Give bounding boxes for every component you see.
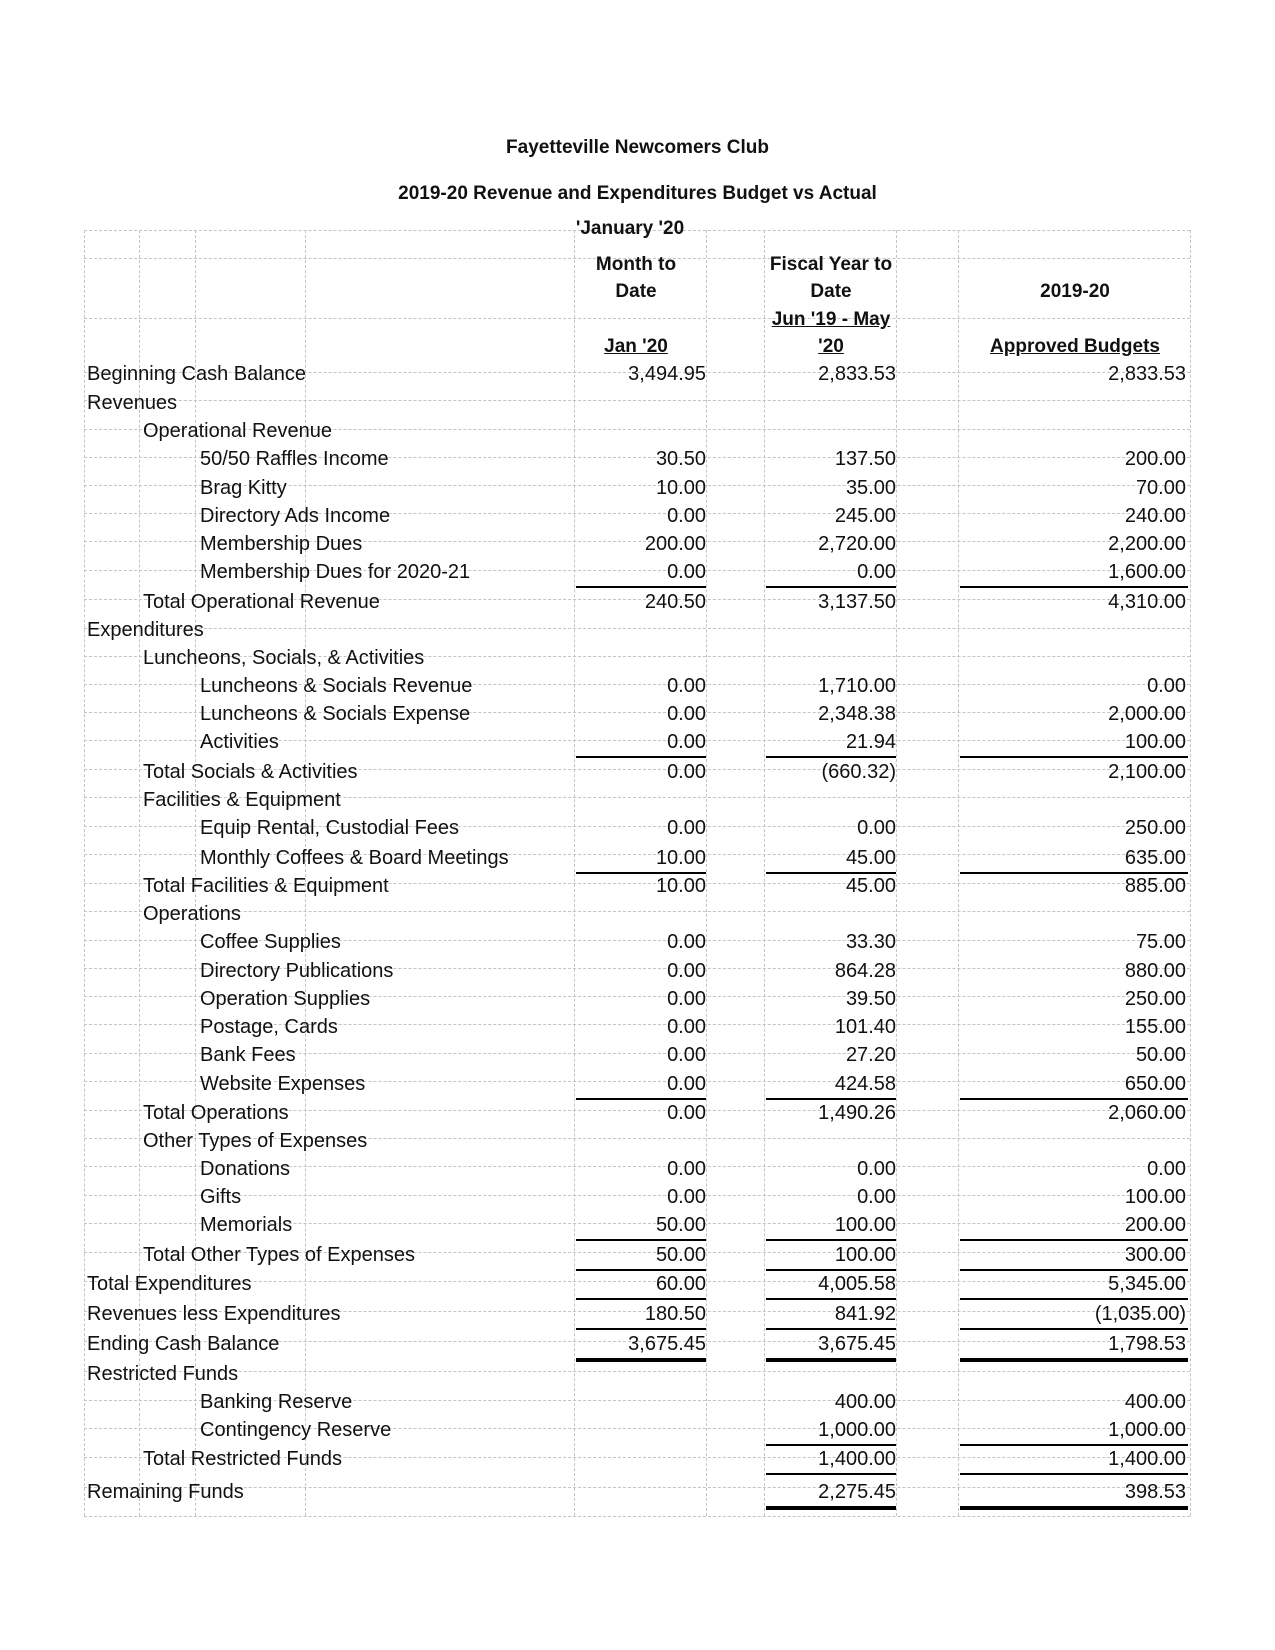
month-to-date-value: 0.00: [667, 561, 706, 583]
fiscal-year-to-date-value: 137.50: [834, 448, 896, 470]
approved-budget-value: 0.00: [1147, 675, 1186, 697]
col1-subheader: Jan '20: [604, 336, 668, 357]
approved-budget-value: 400.00: [1124, 1391, 1186, 1413]
row-label: Remaining Funds: [87, 1481, 244, 1503]
fiscal-year-to-date-value: 33.30: [845, 931, 896, 953]
approved-budget-value: 100.00: [1124, 731, 1186, 753]
month-to-date-value: 0.00: [667, 1186, 706, 1208]
fiscal-year-to-date-value: 100.00: [834, 1214, 896, 1236]
fiscal-year-to-date-value: 841.92: [834, 1303, 896, 1325]
row-label: Restricted Funds: [87, 1363, 239, 1385]
approved-budget-value: 1,000.00: [1108, 1419, 1186, 1441]
approved-budget-value: 885.00: [1124, 875, 1186, 897]
row-label: Activities: [200, 731, 279, 753]
total-underline: [960, 872, 1188, 874]
total-underline: [960, 756, 1188, 758]
col2-header-line1: Fiscal Year to: [769, 254, 893, 275]
row-label: Ending Cash Balance: [87, 1333, 280, 1355]
total-underline: [576, 872, 706, 874]
fiscal-year-to-date-value: 35.00: [845, 477, 896, 499]
approved-budget-value: 398.53: [1124, 1481, 1186, 1503]
month-to-date-value: 0.00: [667, 505, 706, 527]
total-underline: [766, 1358, 896, 1362]
total-underline: [960, 1098, 1188, 1100]
approved-budget-value: 2,000.00: [1108, 703, 1186, 725]
row-label: Total Other Types of Expenses: [143, 1244, 416, 1266]
total-underline: [766, 756, 896, 758]
col1-header-line2: Date: [615, 281, 657, 302]
fiscal-year-to-date-value: 1,710.00: [818, 675, 896, 697]
total-underline: [576, 1098, 706, 1100]
row-label: Revenues: [87, 392, 178, 414]
approved-budget-value: 1,600.00: [1108, 561, 1186, 583]
total-underline: [576, 756, 706, 758]
row-label: Luncheons & Socials Revenue: [200, 675, 473, 697]
row-label: Website Expenses: [200, 1073, 366, 1095]
fiscal-year-to-date-value: 21.94: [845, 731, 896, 753]
month-to-date-value: 0.00: [667, 817, 706, 839]
approved-budget-value: 650.00: [1124, 1073, 1186, 1095]
total-underline: [960, 1358, 1188, 1362]
col3-subheader: Approved Budgets: [990, 336, 1160, 357]
approved-budget-value: 250.00: [1124, 988, 1186, 1010]
fiscal-year-to-date-value: 4,005.58: [818, 1273, 896, 1295]
month-to-date-value: 240.50: [644, 591, 706, 613]
row-label: Operation Supplies: [200, 988, 371, 1010]
approved-budget-value: 75.00: [1135, 931, 1186, 953]
month-to-date-value: 0.00: [667, 988, 706, 1010]
grid-row-line: [84, 318, 1190, 319]
total-underline: [766, 1298, 896, 1300]
row-label: Facilities & Equipment: [143, 789, 341, 811]
fiscal-year-to-date-value: 1,490.26: [818, 1102, 896, 1124]
approved-budget-value: 0.00: [1147, 1158, 1186, 1180]
total-underline: [766, 1328, 896, 1330]
fiscal-year-to-date-value: 0.00: [857, 1186, 896, 1208]
total-underline: [960, 1444, 1188, 1446]
row-label: Membership Dues for 2020-21: [200, 561, 471, 583]
total-underline: [576, 1239, 706, 1241]
row-label: Contingency Reserve: [200, 1419, 392, 1441]
fiscal-year-to-date-value: 3,675.45: [818, 1333, 896, 1355]
row-label: Gifts: [200, 1186, 242, 1208]
month-to-date-value: 200.00: [644, 533, 706, 555]
grid-column-line: [706, 230, 707, 1516]
row-label: Total Restricted Funds: [143, 1448, 342, 1470]
approved-budget-value: 250.00: [1124, 817, 1186, 839]
month-label: 'January '20: [575, 218, 685, 239]
total-underline: [576, 1269, 706, 1271]
fiscal-year-to-date-value: (660.32): [821, 761, 896, 783]
fiscal-year-to-date-value: 400.00: [834, 1391, 896, 1413]
total-underline: [766, 872, 896, 874]
total-underline: [766, 586, 896, 588]
fiscal-year-to-date-value: 45.00: [845, 875, 896, 897]
col2-header-line2: Date: [810, 281, 852, 302]
total-underline: [576, 1328, 706, 1330]
approved-budget-value: 2,060.00: [1108, 1102, 1186, 1124]
row-label: Total Expenditures: [87, 1273, 252, 1295]
month-to-date-value: 180.50: [644, 1303, 706, 1325]
approved-budget-value: 50.00: [1135, 1044, 1186, 1066]
approved-budget-value: 155.00: [1124, 1016, 1186, 1038]
fiscal-year-to-date-value: 2,833.53: [818, 363, 896, 385]
row-label: Total Facilities & Equipment: [143, 875, 389, 897]
month-to-date-value: 10.00: [655, 477, 706, 499]
fiscal-year-to-date-value: 2,720.00: [818, 533, 896, 555]
row-label: Monthly Coffees & Board Meetings: [200, 847, 509, 869]
fiscal-year-to-date-value: 1,400.00: [818, 1448, 896, 1470]
approved-budget-value: 1,798.53: [1108, 1333, 1186, 1355]
approved-budget-value: 1,400.00: [1108, 1448, 1186, 1470]
total-underline: [960, 1239, 1188, 1241]
approved-budget-value: 880.00: [1124, 960, 1186, 982]
row-label: Banking Reserve: [200, 1391, 353, 1413]
total-underline: [576, 586, 706, 588]
fiscal-year-to-date-value: 100.00: [834, 1244, 896, 1266]
row-label: Postage, Cards: [200, 1016, 338, 1038]
approved-budget-value: 100.00: [1124, 1186, 1186, 1208]
col1-header-line1: Month to: [595, 254, 677, 275]
row-label: Equip Rental, Custodial Fees: [200, 817, 460, 839]
fiscal-year-to-date-value: 39.50: [845, 988, 896, 1010]
col2-subheader-line1: Jun '19 - May: [771, 309, 891, 330]
grid-row-line: [84, 400, 1190, 401]
row-label: Directory Publications: [200, 960, 394, 982]
approved-budget-value: 4,310.00: [1108, 591, 1186, 613]
fiscal-year-to-date-value: 2,348.38: [818, 703, 896, 725]
month-to-date-value: 50.00: [655, 1244, 706, 1266]
row-label: Expenditures: [87, 619, 204, 641]
month-to-date-value: 50.00: [655, 1214, 706, 1236]
total-underline: [576, 1298, 706, 1300]
approved-budget-value: 2,100.00: [1108, 761, 1186, 783]
month-to-date-value: 30.50: [655, 448, 706, 470]
month-to-date-value: 0.00: [667, 1073, 706, 1095]
row-label: Membership Dues: [200, 533, 363, 555]
month-to-date-value: 0.00: [667, 1044, 706, 1066]
fiscal-year-to-date-value: 27.20: [845, 1044, 896, 1066]
row-label: Donations: [200, 1158, 291, 1180]
fiscal-year-to-date-value: 0.00: [857, 1158, 896, 1180]
month-to-date-value: 0.00: [667, 960, 706, 982]
row-label: Brag Kitty: [200, 477, 287, 499]
total-underline: [766, 1239, 896, 1241]
month-to-date-value: 10.00: [655, 847, 706, 869]
month-to-date-value: 0.00: [667, 1016, 706, 1038]
report-subtitle: 2019-20 Revenue and Expenditures Budget vs Actual: [398, 183, 877, 204]
total-underline: [960, 1473, 1188, 1475]
row-label: Operations: [143, 903, 241, 925]
month-to-date-value: 0.00: [667, 931, 706, 953]
grid-column-line: [84, 230, 85, 1516]
row-label: Revenues less Expenditures: [87, 1303, 341, 1325]
total-underline: [766, 1098, 896, 1100]
approved-budget-value: 70.00: [1135, 477, 1186, 499]
approved-budget-value: 635.00: [1124, 847, 1186, 869]
row-label: Other Types of Expenses: [143, 1130, 368, 1152]
row-label: Luncheons & Socials Expense: [200, 703, 471, 725]
total-underline: [766, 1444, 896, 1446]
grid-row-line: [84, 628, 1190, 629]
total-underline: [766, 1473, 896, 1475]
row-label: Memorials: [200, 1214, 293, 1236]
approved-budget-value: 240.00: [1124, 505, 1186, 527]
approved-budget-value: 2,833.53: [1108, 363, 1186, 385]
row-label: Operational Revenue: [143, 420, 333, 442]
month-to-date-value: 3,675.45: [628, 1333, 706, 1355]
grid-column-line: [574, 230, 575, 1516]
month-to-date-value: 0.00: [667, 675, 706, 697]
grid-row-line: [84, 911, 1190, 912]
total-underline: [960, 586, 1188, 588]
row-label: Total Operational Revenue: [143, 591, 380, 613]
approved-budget-value: 2,200.00: [1108, 533, 1186, 555]
fiscal-year-to-date-value: 1,000.00: [818, 1419, 896, 1441]
approved-budget-value: 5,345.00: [1108, 1273, 1186, 1295]
approved-budget-value: (1,035.00): [1094, 1303, 1186, 1325]
grid-column-line: [896, 230, 897, 1516]
total-underline: [960, 1328, 1188, 1330]
grid-column-line: [958, 230, 959, 1516]
month-to-date-value: 3,494.95: [628, 363, 706, 385]
month-to-date-value: 0.00: [667, 703, 706, 725]
approved-budget-value: 200.00: [1124, 1214, 1186, 1236]
row-label: Coffee Supplies: [200, 931, 341, 953]
grid-row-line: [84, 1516, 1190, 1517]
approved-budget-value: 200.00: [1124, 448, 1186, 470]
fiscal-year-to-date-value: 424.58: [834, 1073, 896, 1095]
fiscal-year-to-date-value: 0.00: [857, 817, 896, 839]
total-underline: [960, 1506, 1188, 1510]
col2-subheader-line2: '20: [818, 336, 844, 357]
row-label: Total Socials & Activities: [143, 761, 358, 783]
row-label: Beginning Cash Balance: [87, 363, 307, 385]
month-to-date-value: 60.00: [655, 1273, 706, 1295]
fiscal-year-to-date-value: 45.00: [845, 847, 896, 869]
total-underline: [766, 1506, 896, 1510]
row-label: Bank Fees: [200, 1044, 296, 1066]
report-title: Fayetteville Newcomers Club: [506, 137, 769, 158]
fiscal-year-to-date-value: 864.28: [834, 960, 896, 982]
col3-header-line1: 2019-20: [1040, 281, 1110, 302]
row-label: 50/50 Raffles Income: [200, 448, 389, 470]
month-to-date-value: 0.00: [667, 761, 706, 783]
total-underline: [960, 1298, 1188, 1300]
row-label: Luncheons, Socials, & Activities: [143, 647, 425, 669]
month-to-date-value: 0.00: [667, 1158, 706, 1180]
total-underline: [766, 1269, 896, 1271]
month-to-date-value: 0.00: [667, 1102, 706, 1124]
grid-row-line: [84, 1371, 1190, 1372]
month-to-date-value: 10.00: [655, 875, 706, 897]
fiscal-year-to-date-value: 0.00: [857, 561, 896, 583]
row-label: Directory Ads Income: [200, 505, 391, 527]
approved-budget-value: 300.00: [1124, 1244, 1186, 1266]
fiscal-year-to-date-value: 2,275.45: [818, 1481, 896, 1503]
grid-column-line: [764, 230, 765, 1516]
row-label: Total Operations: [143, 1102, 289, 1124]
fiscal-year-to-date-value: 3,137.50: [818, 591, 896, 613]
month-to-date-value: 0.00: [667, 731, 706, 753]
grid-column-line: [1190, 230, 1191, 1516]
total-underline: [576, 1358, 706, 1362]
total-underline: [960, 1269, 1188, 1271]
fiscal-year-to-date-value: 101.40: [834, 1016, 896, 1038]
fiscal-year-to-date-value: 245.00: [834, 505, 896, 527]
